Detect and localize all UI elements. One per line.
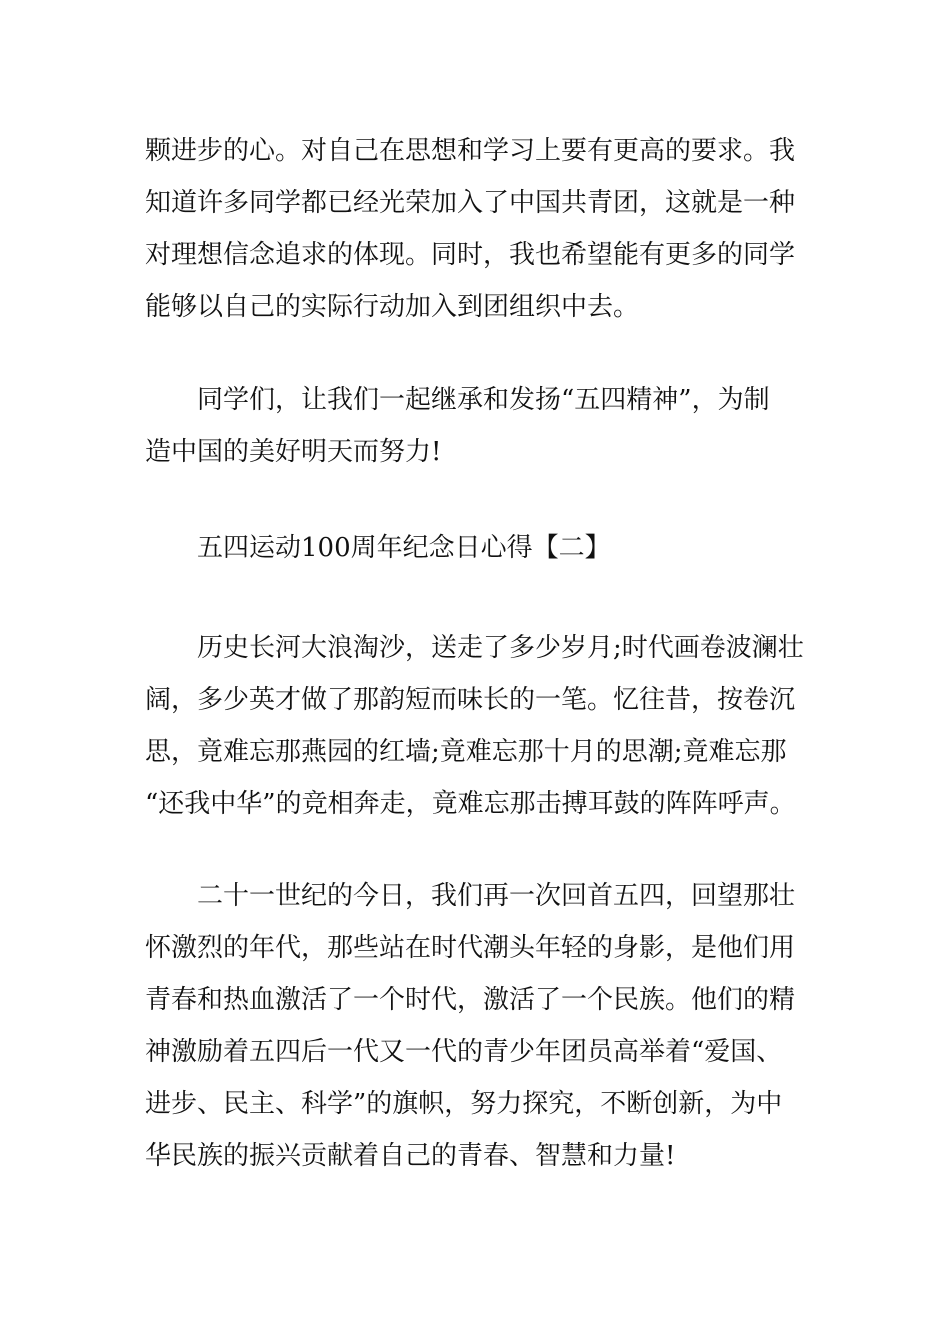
text-line: 思，竟难忘那燕园的红墙;竟难忘那十月的思潮;竟难忘那 (145, 737, 787, 767)
text-line: 二十一世纪的今日，我们再一次回首五四，回望那壮 (197, 881, 796, 911)
text-line: 颗进步的心。对自己在思想和学习上要有更高的要求。我 (145, 136, 796, 166)
text-line: 知道许多同学都已经光荣加入了中国共青团，这就是一种 (145, 188, 796, 218)
paragraph-closing (145, 374, 810, 478)
heading-text: 五四运动100周年纪念日心得【二】 (197, 533, 611, 563)
text-line: 历史长河大浪淘沙，送走了多少岁月;时代画卷波澜壮 (197, 633, 804, 663)
paragraph-century (145, 870, 810, 1182)
paragraph-history (145, 622, 810, 830)
paragraph-continuation (145, 125, 810, 333)
section-heading (145, 522, 810, 574)
text-line: 能够以自己的实际行动加入到团组织中去。 (145, 292, 640, 322)
text-line: 神激励着五四后一代又一代的青少年团员高举着“爱国、 (145, 1037, 783, 1067)
text-line: 造中国的美好明天而努力! (145, 437, 442, 467)
text-line: 华民族的振兴贡献着自己的青春、智慧和力量! (145, 1141, 676, 1171)
text-line: 青春和热血激活了一个时代，激活了一个民族。他们的精 (145, 985, 796, 1015)
text-line: 对理想信念追求的体现。同时，我也希望能有更多的同学 (145, 240, 796, 270)
text-line: “还我中华”的竞相奔走，竟难忘那击搏耳鼓的阵阵呼声。 (145, 789, 796, 819)
text-line: 进步、民主、科学”的旗帜，努力探究，不断创新，为中 (145, 1089, 783, 1119)
text-line: 同学们，让我们一起继承和发扬“五四精神”，为制 (197, 385, 770, 415)
text-line: 阔，多少英才做了那韵短而味长的一笔。忆往昔，按卷沉 (145, 685, 796, 715)
text-line: 怀激烈的年代，那些站在时代潮头年轻的身影，是他们用 (145, 933, 796, 963)
